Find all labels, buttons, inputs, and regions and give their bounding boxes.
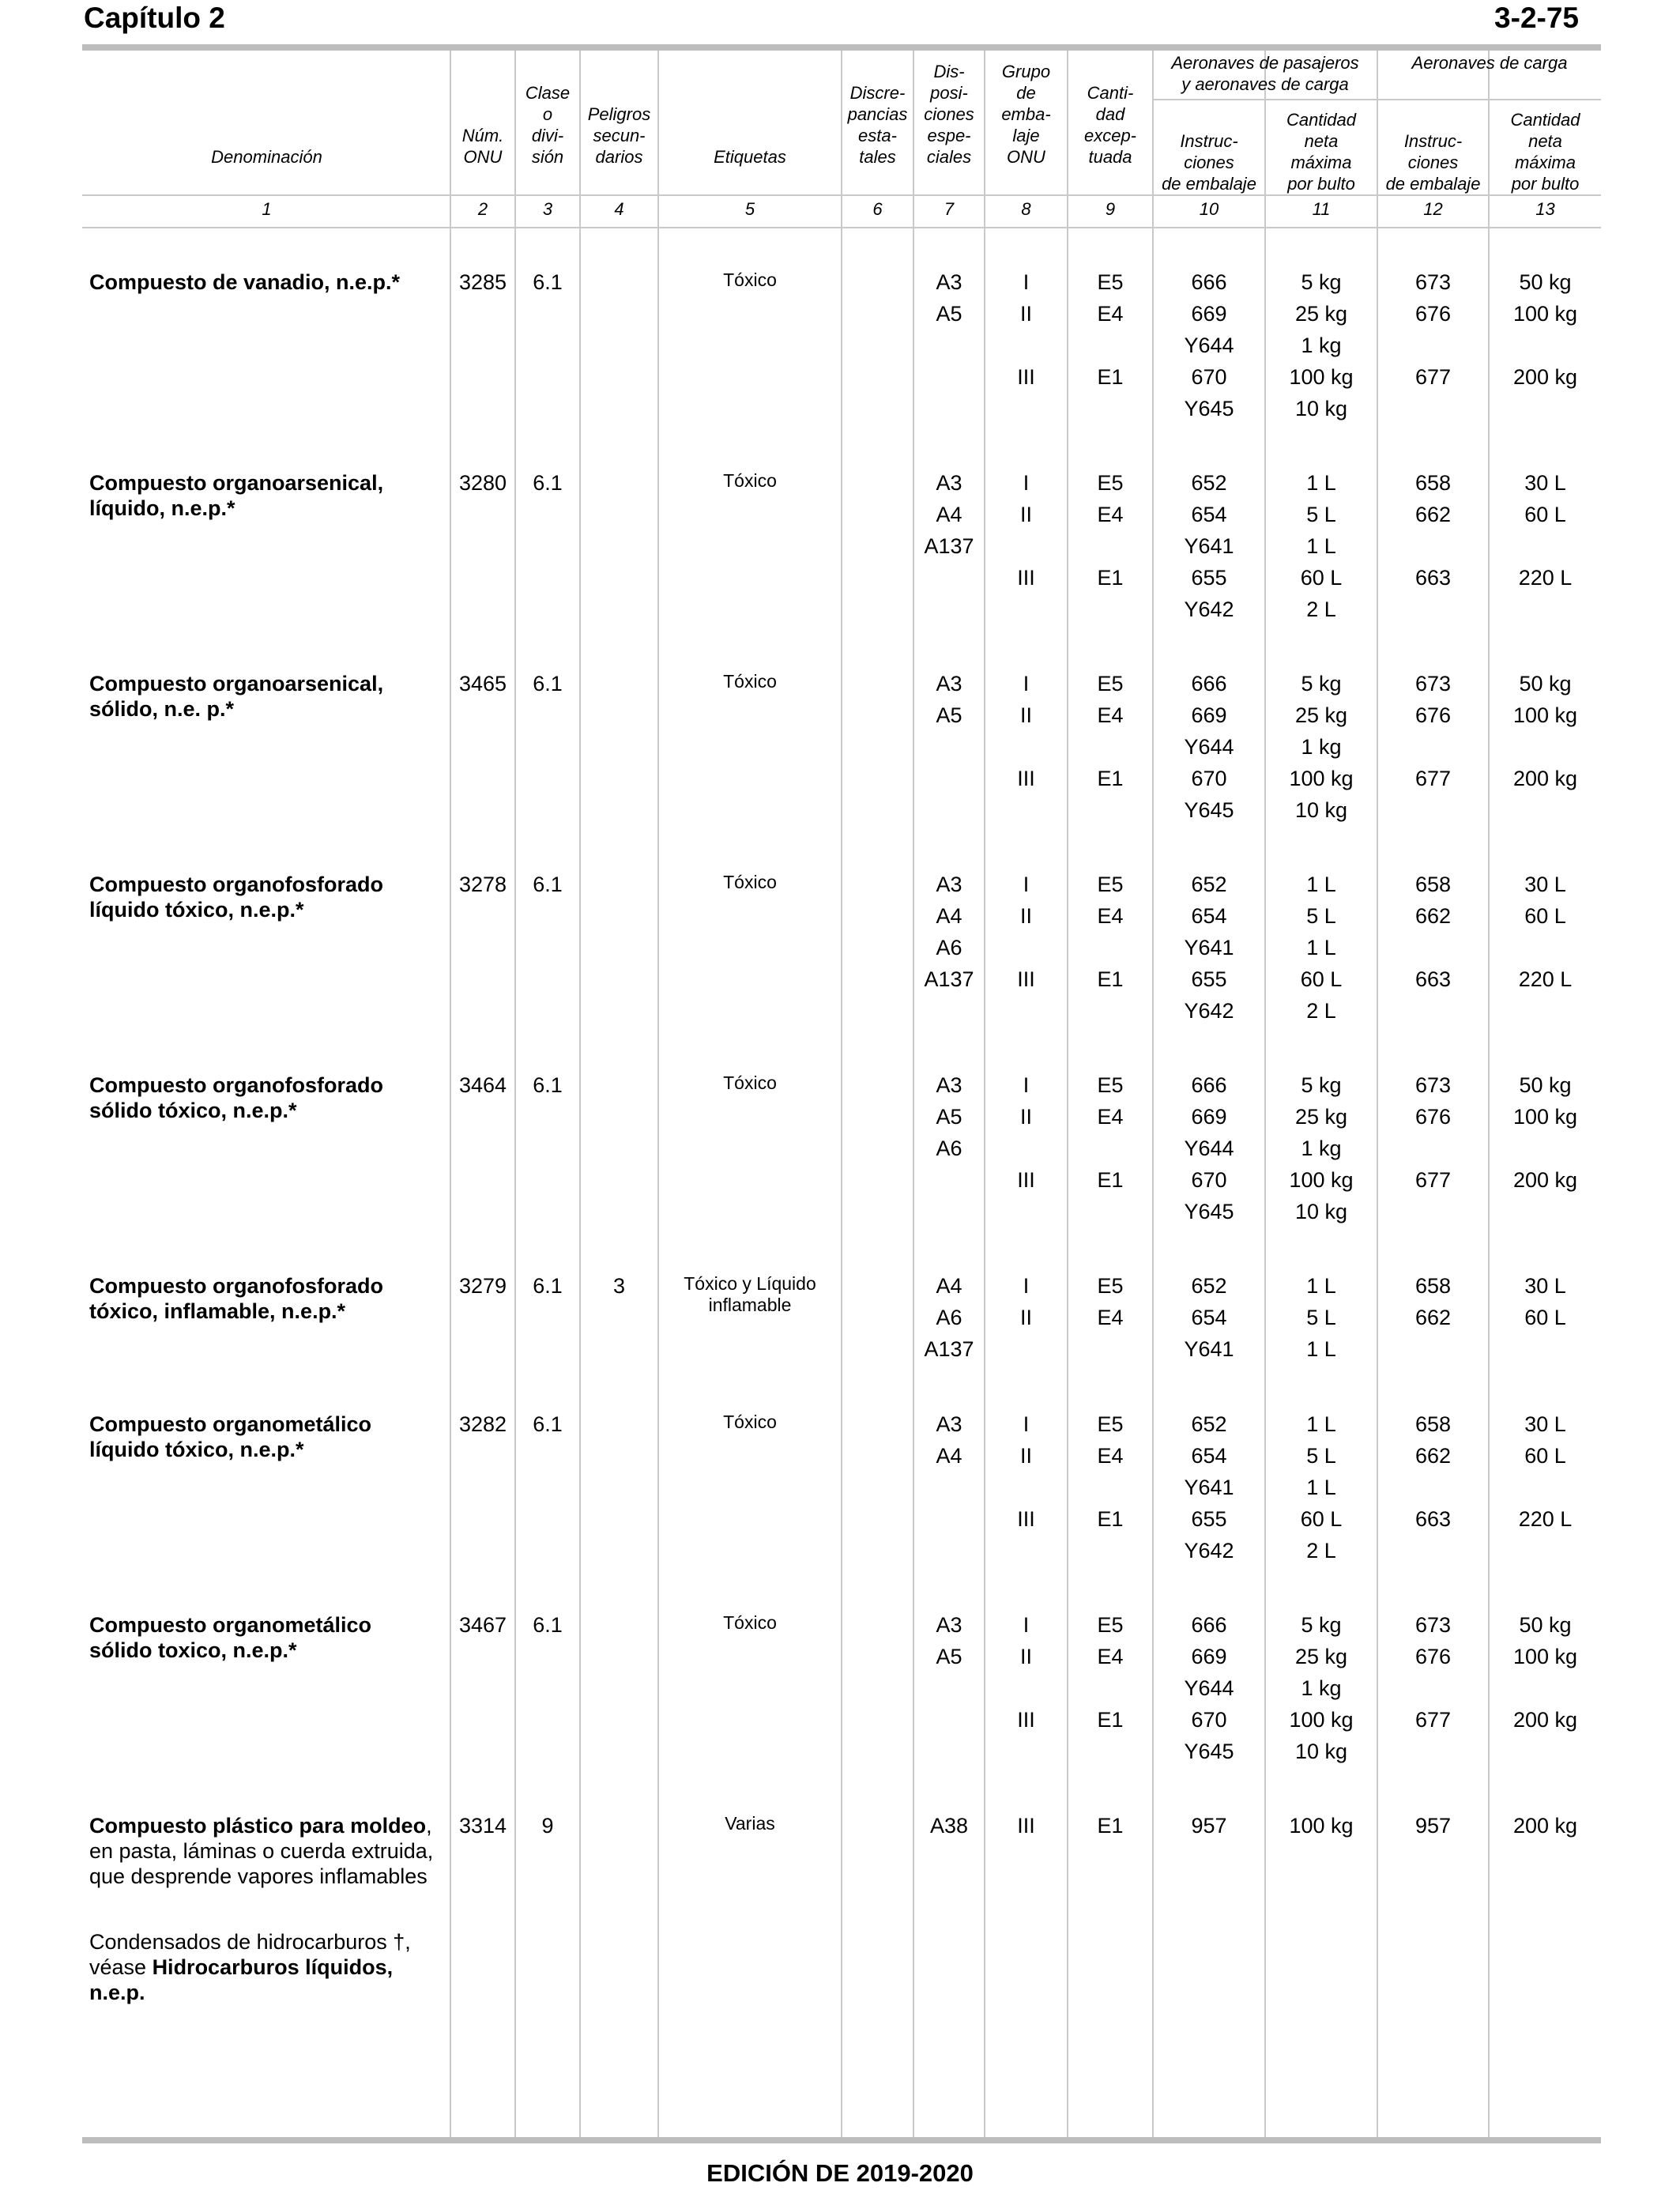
un-number: 3465 [458, 672, 507, 696]
cargo-max-quantity: 50 kg 100 kg 200 kg [1512, 1073, 1578, 1192]
column-number-rule [82, 227, 1601, 228]
packing-group: I II III [1017, 1073, 1035, 1192]
class-division: 6.1 [533, 873, 563, 896]
cargo-max-quantity: 30 L 60 L 220 L [1518, 873, 1573, 991]
substance-name-text: Compuesto plástico para moldeo [89, 1814, 427, 1838]
header-peligros: Peligros secun- darios [587, 104, 651, 167]
un-number: 3464 [458, 1073, 507, 1097]
header-rule [82, 194, 1601, 196]
header-pasajeros-group: Aeronaves de pasajeros y aeronaves de carga [1171, 53, 1359, 94]
substance-name-text: Compuesto organoarsenical, sólido, n.e. p.* [89, 672, 384, 721]
column-number: 4 [614, 199, 624, 219]
cargo-packing-instruction: 673 676 677 [1414, 1613, 1452, 1732]
hazard-label: Tóxico [723, 872, 777, 892]
column-number: 11 [1312, 199, 1331, 219]
header-denominacion: Denominación [211, 147, 322, 167]
header-disposiciones: Dis- posi- ciones espe- ciales [924, 62, 974, 167]
header-cantidad-cargo: Cantidad neta máxima por bulto [1510, 110, 1580, 194]
pax-max-quantity: 5 kg 25 kg 1 kg 100 kg 10 kg [1289, 1073, 1354, 1223]
pax-max-quantity: 5 kg 25 kg 1 kg 100 kg 10 kg [1289, 672, 1354, 822]
page-number: 3-2-75 [1494, 2, 1579, 34]
hazard-label: Tóxico [723, 270, 777, 290]
substance-name-detail: , en pasta, láminas o cuerda extruida, que desprende vapores inflamables [89, 1814, 434, 1888]
hazard-label: Varias [725, 1813, 775, 1834]
class-division: 6.1 [533, 1613, 563, 1637]
bottom-rule [82, 2137, 1601, 2143]
class-division: 6.1 [533, 1274, 563, 1298]
cargo-max-quantity: 30 L 60 L 220 L [1518, 1412, 1573, 1531]
column-number: 6 [872, 199, 883, 219]
special-provisions: A38 [929, 1814, 969, 1838]
substance-name-text: Compuesto de vanadio, n.e.p.* [89, 270, 401, 294]
chapter-title: Capítulo 2 [84, 2, 225, 34]
hazard-label: Tóxico [723, 1072, 777, 1093]
cargo-packing-instruction: 658 662 [1414, 1274, 1452, 1329]
header-grupo: Grupo de emba- laje ONU [1001, 62, 1051, 167]
substance-name [89, 270, 443, 295]
pax-packing-instruction: 666 669 Y644 670 Y645 [1184, 270, 1234, 420]
col-divider [579, 51, 581, 2137]
packing-group: III [1017, 1814, 1035, 1838]
header-instrucciones-cargo: Instruc- ciones de embalaje [1385, 131, 1481, 194]
class-division: 6.1 [533, 1412, 563, 1436]
header-instrucciones-pax: Instruc- ciones de embalaje [1162, 131, 1256, 194]
note-text: Condensados de hidrocarburos †, véase [89, 1930, 411, 1979]
hazard-label: Tóxico [723, 1612, 777, 1633]
pax-packing-instruction: 666 669 Y644 670 Y645 [1184, 672, 1234, 822]
special-provisions: A4 A6 A137 [924, 1274, 974, 1361]
cross-reference-note [89, 1929, 443, 2005]
group-header-rule [1152, 99, 1601, 100]
pax-packing-instruction: 652 654 Y641 655 Y642 [1184, 1412, 1234, 1563]
pax-packing-instruction: 957 [1191, 1814, 1227, 1838]
special-provisions: A3 A4 [936, 1412, 962, 1468]
class-division: 9 [541, 1814, 554, 1838]
cargo-packing-instruction: 658 662 663 [1414, 1412, 1452, 1531]
cargo-packing-instruction: 658 662 663 [1414, 873, 1452, 991]
hazard-label: Tóxico y Líquido inflamable [684, 1273, 816, 1315]
excepted-quantity: E5 E4 E1 [1097, 873, 1124, 991]
pax-packing-instruction: 652 654 Y641 655 Y642 [1184, 471, 1234, 621]
column-number: 5 [744, 199, 755, 219]
column-number: 8 [1021, 199, 1031, 219]
un-number: 3285 [458, 270, 507, 294]
excepted-quantity: E1 [1097, 1814, 1124, 1838]
pax-packing-instruction: 666 669 Y644 670 Y645 [1184, 1073, 1234, 1223]
substance-name-text: Compuesto organoarsenical, líquido, n.e.p.* [89, 471, 384, 520]
cargo-max-quantity: 200 kg [1512, 1814, 1578, 1838]
packing-group: I II [1019, 1274, 1032, 1329]
substance-name [89, 1412, 443, 1462]
header-cantidad-pax: Cantidad neta máxima por bulto [1286, 110, 1357, 194]
substance-name-text: Compuesto organometálico líquido tóxico, n.e.p.* [89, 1412, 372, 1461]
top-rule [82, 44, 1601, 51]
pax-packing-instruction: 666 669 Y644 670 Y645 [1184, 1613, 1234, 1763]
excepted-quantity: E5 E4 [1097, 1274, 1124, 1329]
cargo-max-quantity: 50 kg 100 kg 200 kg [1512, 1613, 1578, 1732]
substance-name [89, 1612, 443, 1663]
substance-name [89, 470, 443, 521]
substance-name [89, 1813, 443, 1889]
header-discrepancias: Discre- pancias esta- tales [847, 83, 908, 167]
hazard-label: Tóxico [723, 1412, 777, 1432]
cargo-max-quantity: 50 kg 100 kg 200 kg [1512, 672, 1578, 790]
excepted-quantity: E5 E4 E1 [1097, 672, 1124, 790]
cargo-packing-instruction: 957 [1414, 1814, 1452, 1838]
column-number: 12 [1423, 199, 1443, 219]
column-number: 7 [944, 199, 955, 219]
un-number: 3467 [458, 1613, 507, 1637]
special-provisions: A3 A4 A6 A137 [924, 873, 974, 991]
hazard-label: Tóxico [723, 671, 777, 692]
secondary-hazard: 3 [612, 1274, 626, 1298]
pax-max-quantity: 5 kg 25 kg 1 kg 100 kg 10 kg [1289, 1613, 1354, 1763]
special-provisions: A3 A5 A6 [936, 1073, 962, 1160]
packing-group: I II III [1017, 1613, 1035, 1732]
substance-name-text: Compuesto organofosforado líquido tóxico, n.e.p.* [89, 873, 383, 922]
cargo-packing-instruction: 673 676 677 [1414, 270, 1452, 389]
column-number: 3 [542, 199, 553, 219]
header-carga-group: Aeronaves de carga [1411, 53, 1568, 73]
cargo-packing-instruction: 658 662 663 [1414, 471, 1452, 590]
col-divider [841, 51, 842, 2137]
special-provisions: A3 A5 [936, 672, 962, 727]
cargo-max-quantity: 30 L 60 L [1524, 1274, 1566, 1329]
substance-name-text: Compuesto organofosforado tóxico, inflamable, n.e.p.* [89, 1274, 383, 1323]
pax-max-quantity: 1 L 5 L 1 L 60 L 2 L [1300, 471, 1343, 621]
header-clase: Clase o divi- sión [525, 83, 571, 167]
un-number: 3282 [458, 1412, 507, 1436]
class-division: 6.1 [533, 672, 563, 696]
excepted-quantity: E5 E4 E1 [1097, 471, 1124, 590]
packing-group: I II III [1017, 672, 1035, 790]
column-number: 2 [477, 199, 488, 219]
packing-group: I II III [1017, 873, 1035, 991]
substance-name [89, 1072, 443, 1123]
pax-max-quantity: 1 L 5 L 1 L [1306, 1274, 1336, 1361]
substance-name [89, 671, 443, 722]
cargo-packing-instruction: 673 676 677 [1414, 1073, 1452, 1192]
substance-name [89, 872, 443, 922]
packing-group: I II III [1017, 270, 1035, 389]
pax-max-quantity: 1 L 5 L 1 L 60 L 2 L [1300, 1412, 1343, 1563]
class-division: 6.1 [533, 1073, 563, 1097]
pax-max-quantity: 1 L 5 L 1 L 60 L 2 L [1300, 873, 1343, 1023]
special-provisions: A3 A5 [936, 1613, 962, 1668]
cargo-packing-instruction: 673 676 677 [1414, 672, 1452, 790]
hazard-label: Tóxico [723, 470, 777, 491]
excepted-quantity: E5 E4 E1 [1097, 1412, 1124, 1531]
pax-packing-instruction: 652 654 Y641 [1184, 1274, 1234, 1361]
pax-max-quantity: 100 kg [1289, 1814, 1354, 1838]
excepted-quantity: E5 E4 E1 [1097, 1073, 1124, 1192]
column-number: 9 [1105, 199, 1116, 219]
packing-group: I II III [1017, 1412, 1035, 1531]
pax-packing-instruction: 652 654 Y641 655 Y642 [1184, 873, 1234, 1023]
column-number: 13 [1535, 199, 1555, 219]
cargo-max-quantity: 30 L 60 L 220 L [1518, 471, 1573, 590]
substance-name-text: Compuesto organometálico sólido toxico, n.e.p.* [89, 1613, 372, 1662]
pax-max-quantity: 5 kg 25 kg 1 kg 100 kg 10 kg [1289, 270, 1354, 420]
note-reference: Hidrocarburos líquidos, n.e.p. [89, 1955, 394, 2004]
substance-name [89, 1273, 443, 1324]
class-division: 6.1 [533, 270, 563, 294]
class-division: 6.1 [533, 471, 563, 495]
special-provisions: A3 A4 A137 [924, 471, 974, 558]
header-cantidad-exceptuada: Canti- dad excep- tuada [1083, 83, 1137, 167]
packing-group: I II III [1017, 471, 1035, 590]
column-number: 10 [1199, 199, 1219, 219]
column-number: 1 [262, 199, 272, 219]
excepted-quantity: E5 E4 E1 [1097, 270, 1124, 389]
un-number: 3279 [458, 1274, 507, 1298]
un-number: 3314 [458, 1814, 507, 1838]
substance-name-text: Compuesto organofosforado sólido tóxico, n.e.p.* [89, 1073, 383, 1122]
un-number: 3278 [458, 873, 507, 896]
header-num-onu: Núm. ONU [461, 126, 504, 167]
header-etiquetas: Etiquetas [714, 147, 786, 167]
excepted-quantity: E5 E4 E1 [1097, 1613, 1124, 1732]
un-number: 3280 [458, 471, 507, 495]
edition-footer: EDICIÓN DE 2019-2020 [706, 2159, 974, 2187]
cargo-max-quantity: 50 kg 100 kg 200 kg [1512, 270, 1578, 389]
special-provisions: A3 A5 [936, 270, 962, 326]
